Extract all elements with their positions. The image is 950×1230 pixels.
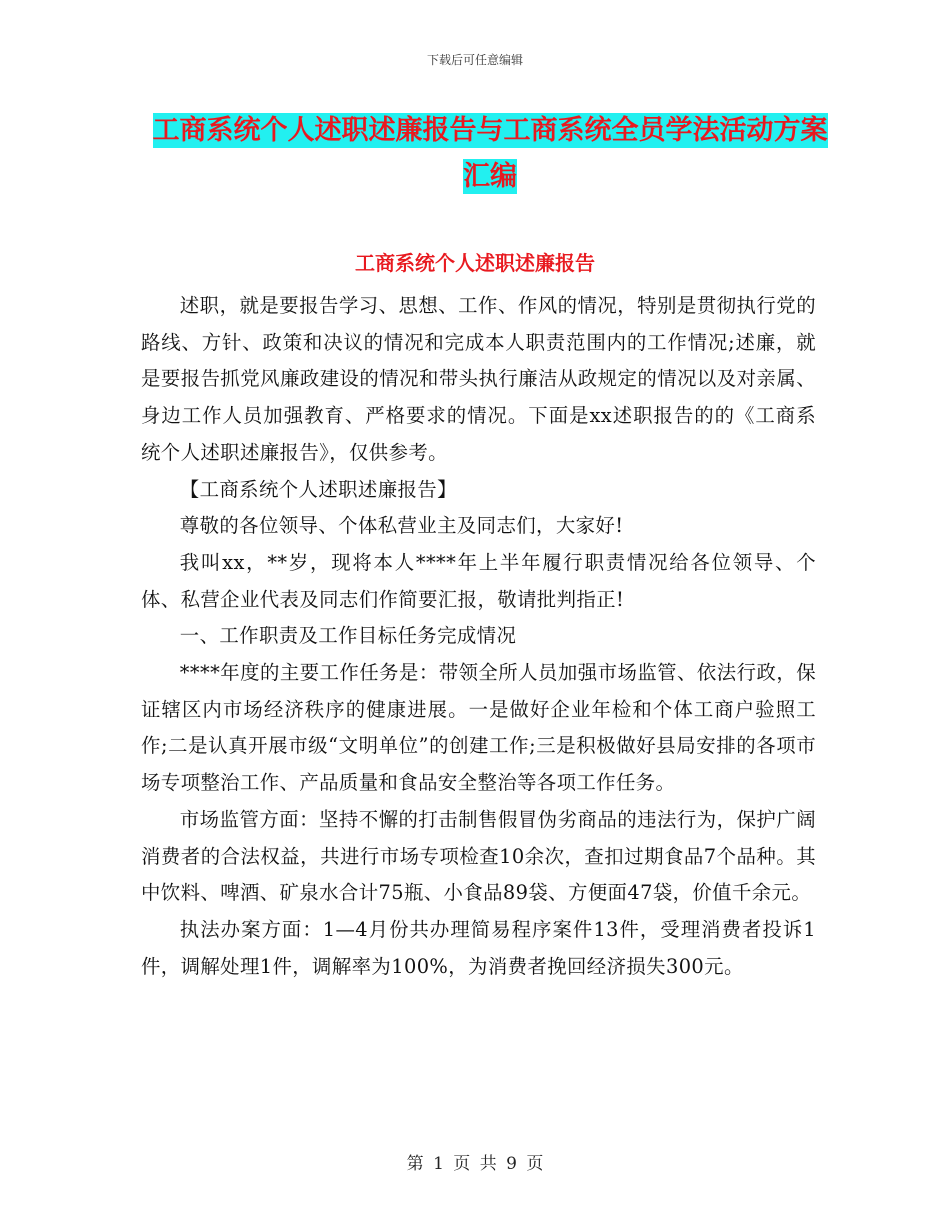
paragraph-greeting: 尊敬的各位领导、个体私营业主及同志们，大家好! xyxy=(179,514,624,538)
paragraph-market-supervision: 市场监管方面：坚持不懈的打击制售假冒伪劣商品的违法行为，保护广阔消费者的合法权益，共进行市场专项检查10余次，查扣过期食品7个品种。其中饮料、啤酒、矿泉水合计75瓶、小食品89袋、方便面47袋，价值千余元。 xyxy=(141,807,816,905)
paragraph-report-heading: 【工商系统个人述职述廉报告】 xyxy=(179,477,457,501)
section-title: 工商系统个人述职述廉报告 xyxy=(355,251,595,275)
paragraph-main-tasks: ****年度的主要工作任务是：带领全所人员加强市场监管、依法行政，保证辖区内市场经济秩序的健康进展。一是做好企业年检和个体工商户验照工作;二是认真开展市级“文明单位”的创建工作;三是积极做好县局安排的各项市场专项整治工作、产品质量和食品安全整治等各项工作任务。 xyxy=(141,661,816,795)
paragraph-self-intro: 我叫xx，**岁，现将本人****年上半年履行职责情况给各位领导、个体、私营企业代表及同志们作简要汇报，敬请批判指正! xyxy=(141,550,816,611)
page-footer-number: 第 1 页 共 9 页 xyxy=(406,1154,544,1174)
page-header-note: 下载后可任意编辑 xyxy=(426,53,523,67)
paragraph-intro: 述职，就是要报告学习、思想、工作、作风的情况，特别是贯彻执行党的路线、方针、政策和决议的情况和完成本人职责范围内的工作情况;述廉，就是要报告抓党风廉政建设的情况和带头执行廉洁从政规定的情况以及对亲属、身边工作人员加强教育、严格要求的情况。下面是xx述职报告的的《工商系统个人述职述廉报告》，仅供参考。 xyxy=(141,294,816,464)
paragraph-law-enforcement: 执法办案方面：1—4月份共办理简易程序案件13件，受理消费者投诉1件，调解处理1件，调解率为100%，为消费者挽回经济损失300元。 xyxy=(141,917,816,978)
main-title-highlight: 工商系统个人述职述廉报告与工商系统全员学法活动方案汇编 xyxy=(152,115,828,192)
document-body xyxy=(141,288,816,985)
document-main-title xyxy=(140,108,840,200)
paragraph-section-one-heading: 一、工作职责及工作目标任务完成情况 xyxy=(179,624,517,648)
